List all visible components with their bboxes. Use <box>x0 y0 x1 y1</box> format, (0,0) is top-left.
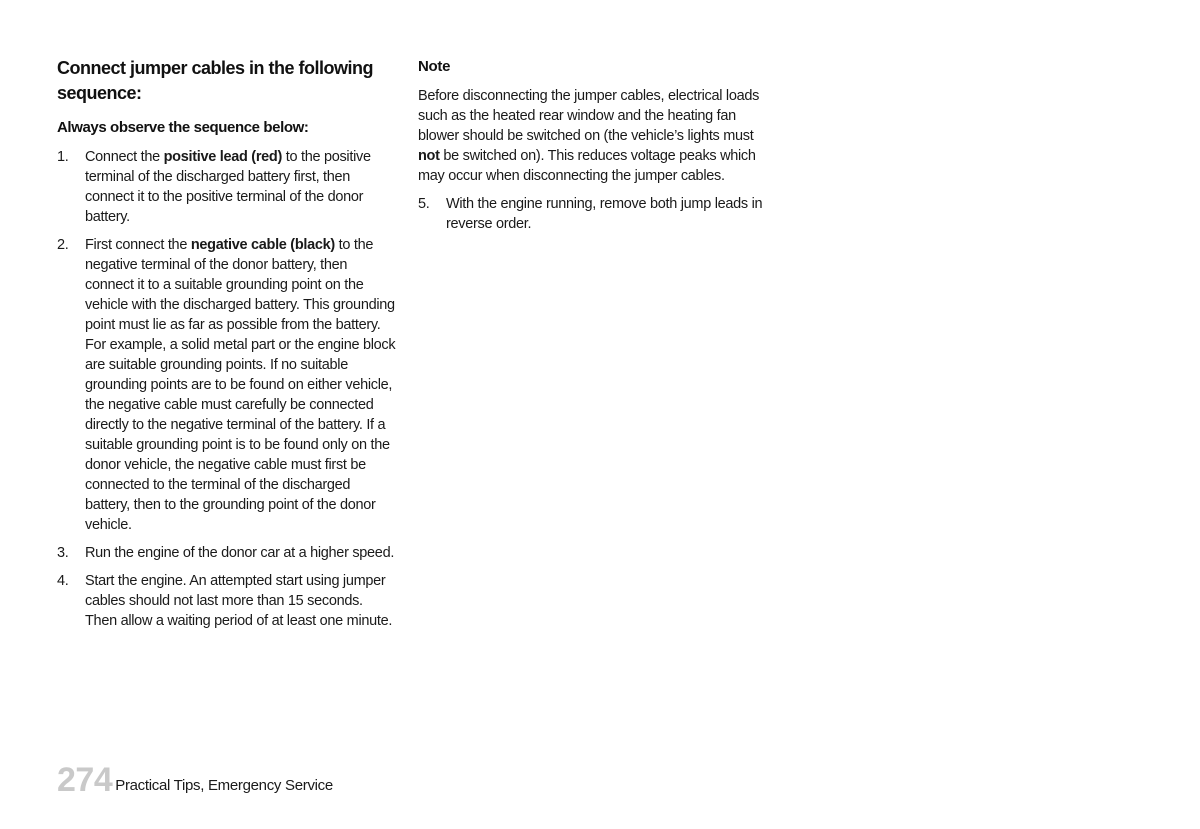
step-text: With the engine running, remove both jump leads in reverse order. <box>446 196 763 232</box>
steps-list <box>57 147 397 631</box>
step-text: to the negative terminal of the donor battery, then connect it to a suitable grounding point on the vehicle with the discharged battery. This grounding point must lie as far as possible from the battery. For example, a solid metal part or the engine block are suitable grounding points. If no suitable grounding points are to be found on either vehicle, the negative cable must carefully be connected directly to the negative terminal of the battery. If a suitable grounding point is to be found only on the donor vehicle, the negative cable must first be connected to the terminal of the discharged battery, then to the grounding point of the donor vehicle. <box>85 237 396 533</box>
right-column <box>418 56 763 242</box>
step-item <box>418 194 763 234</box>
note-paragraph <box>418 86 763 186</box>
step-item <box>57 235 397 535</box>
note-text: be switched on). This reduces voltage peaks which may occur when disconnecting the jumper cables. <box>418 148 756 184</box>
step-text: Run the engine of the donor car at a higher speed. <box>85 545 395 561</box>
step-number: 3. <box>57 545 69 561</box>
step-text: Start the engine. An attempted start using jumper cables should not last more than 15 seconds. Then allow a waiting period of at least one minute. <box>85 573 393 629</box>
sequence-subheading: Always observe the sequence below: <box>57 119 309 136</box>
step-item <box>57 543 397 563</box>
page-number: 274 <box>57 761 113 799</box>
step-emphasis: negative cable (black) <box>190 237 335 253</box>
step-number: 2. <box>57 237 69 253</box>
step-text: Connect the <box>85 149 164 165</box>
steps-list-continued <box>418 194 763 234</box>
note-emphasis: not <box>418 148 440 164</box>
page-footer <box>57 760 333 800</box>
step-number: 4. <box>57 573 69 589</box>
step-item <box>57 147 397 227</box>
note-heading: Note <box>418 58 451 75</box>
step-text: to the positive terminal of the discharged battery first, then connect it to the positive terminal of the donor battery. <box>85 149 371 225</box>
left-column <box>57 56 397 639</box>
section-heading: Connect jumper cables in the following sequence: <box>57 58 374 103</box>
step-emphasis: positive lead (red) <box>163 149 283 165</box>
footer-section-title: Practical Tips, Emergency Service <box>115 777 333 794</box>
note-text: Before disconnecting the jumper cables, electrical loads such as the heated rear window and the heating fan blower should be switched on (the vehicle’s lights must <box>418 88 760 144</box>
step-text: First connect the <box>85 237 191 253</box>
step-number: 1. <box>57 149 69 165</box>
step-number: 5. <box>418 196 430 212</box>
step-item <box>57 571 397 631</box>
